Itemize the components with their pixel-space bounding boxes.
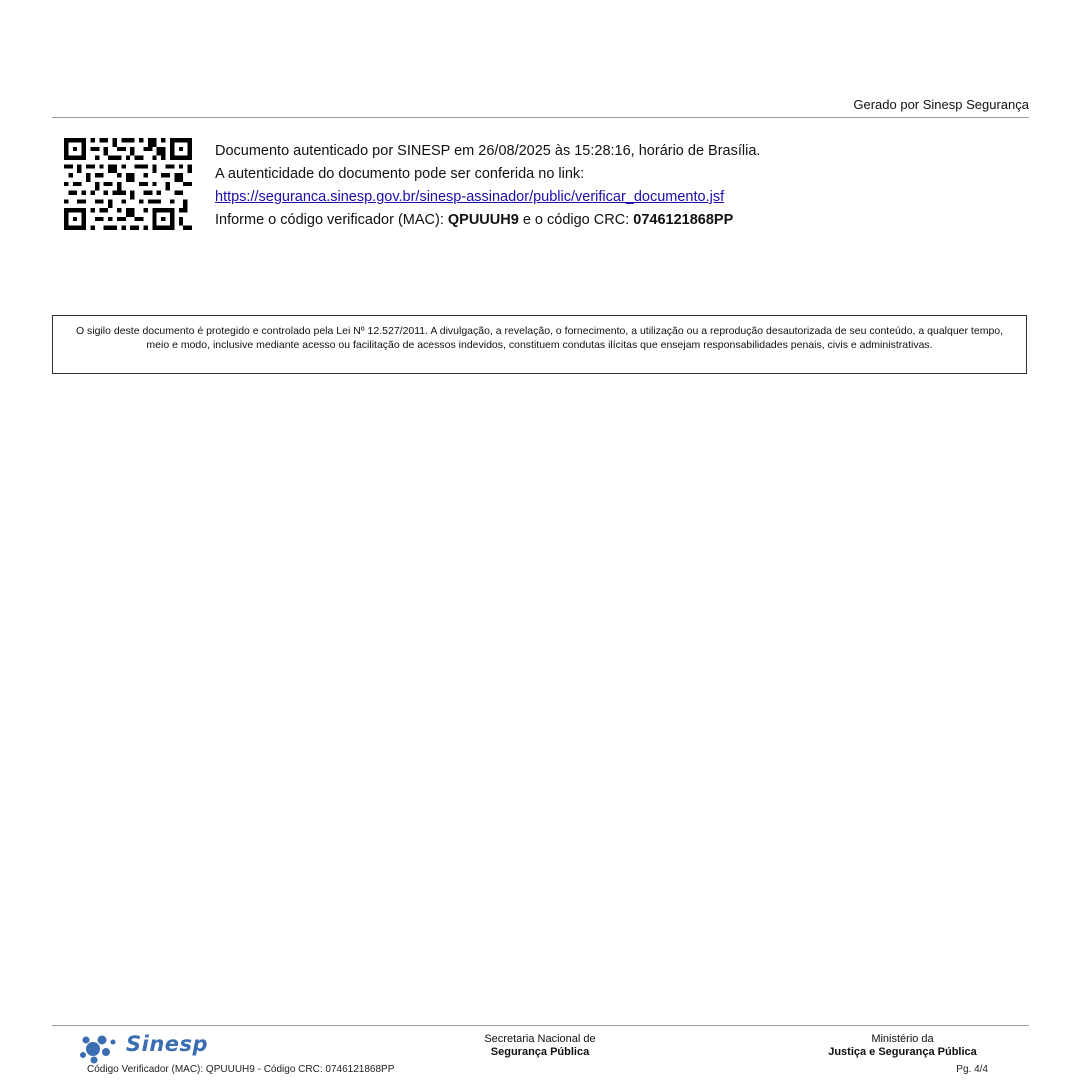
header-divider <box>52 117 1029 118</box>
footer-divider <box>52 1025 1029 1026</box>
crc-label: e o código CRC: <box>518 212 634 228</box>
verification-codes-line <box>215 209 760 232</box>
footer-ministry <box>800 1033 1005 1058</box>
footer-verification-codes: Código Verificador (MAC): QPUUUH9 - Código CRC: 0746121868PP <box>87 1064 395 1075</box>
ministry-line1: Ministério da <box>871 1033 934 1045</box>
verification-link[interactable]: https://seguranca.sinesp.gov.br/sinesp-assinador/public/verificar_documento.jsf <box>215 189 725 205</box>
secretariat-line1: Secretaria Nacional de <box>484 1033 596 1045</box>
mac-label: Informe o código verificador (MAC): <box>215 212 448 228</box>
secretariat-line2: Segurança Pública <box>490 1045 590 1058</box>
sinesp-logo-text: Sinesp <box>126 1032 209 1056</box>
mac-code: QPUUUH9 <box>447 212 519 228</box>
page-number: Pg. 4/4 <box>956 1064 988 1075</box>
authentication-statement: Documento autenticado por SINESP em 26/08/2025 às 15:28:16, horário de Brasília. <box>215 143 761 159</box>
footer-secretariat <box>430 1033 650 1058</box>
ministry-line2: Justiça e Segurança Pública <box>828 1045 977 1058</box>
authentication-block <box>215 140 760 232</box>
qr-code-icon <box>64 138 192 230</box>
authenticity-instruction: A autenticidade do documento pode ser conferida no link: <box>215 166 585 182</box>
confidentiality-notice: O sigilo deste documento é protegido e controlado pela Lei Nº 12.527/2011. A divulgação, a revelação, o fornecimento, a utilização ou a reprodução desautorizada de seu conteúdo, a qualquer tempo, meio e modo, inclusive mediante acesso ou facilitação de acessos indevidos, constituem condutas ilícitas que ensejam responsabilidades penais, civis e administrativas. <box>52 315 1027 374</box>
crc-code: 0746121868PP <box>633 212 734 228</box>
generated-by-text: Gerado por Sinesp Segurança <box>853 97 1029 112</box>
